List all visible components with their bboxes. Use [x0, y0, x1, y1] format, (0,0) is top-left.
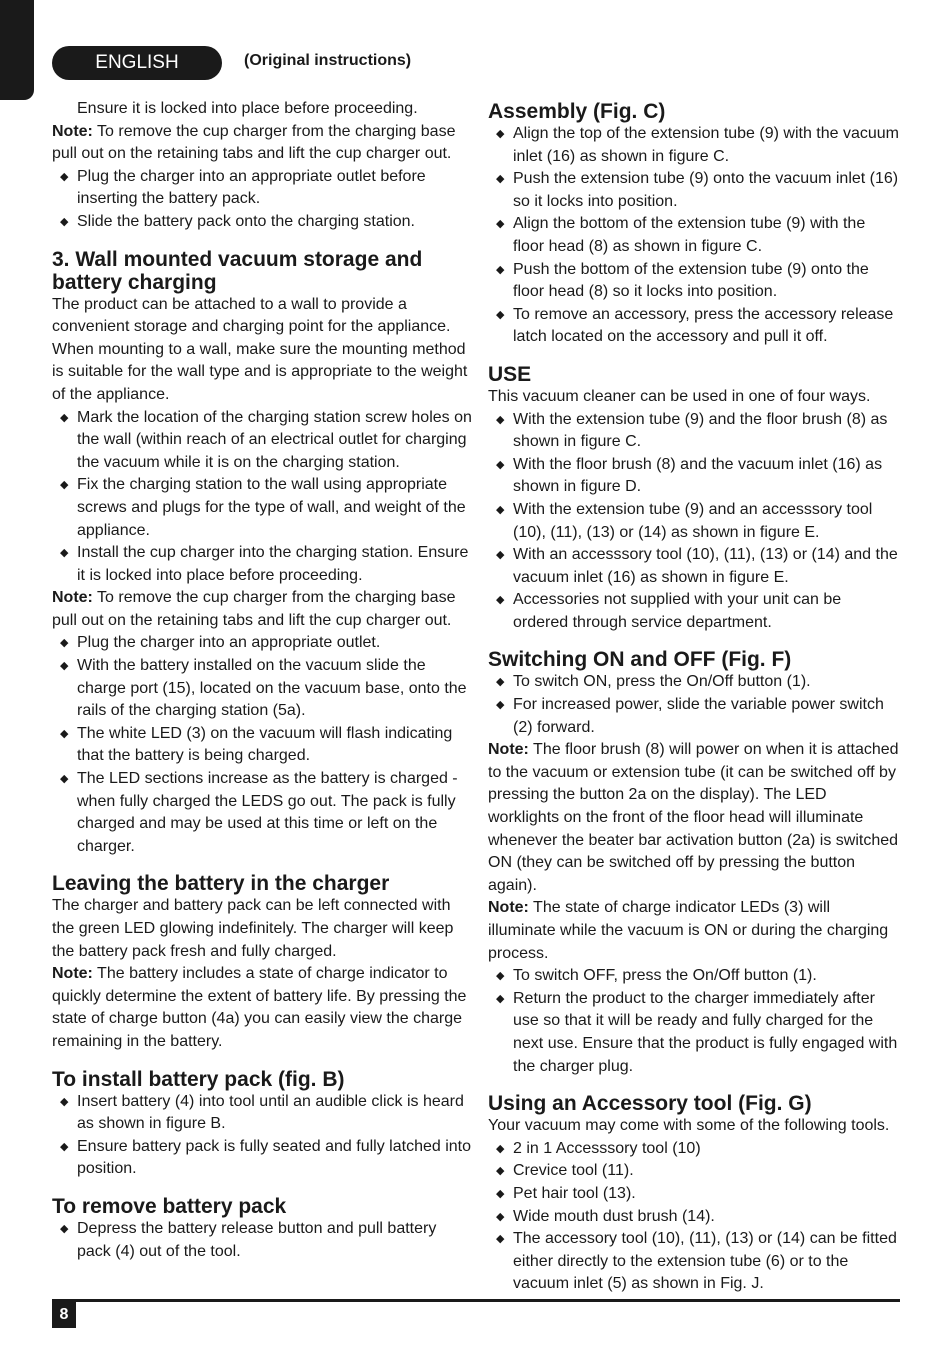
diamond-bullet-icon: ◆ [60, 170, 69, 183]
side-tab [0, 0, 34, 100]
diamond-bullet-icon: ◆ [496, 503, 505, 516]
list-item [488, 965, 900, 988]
list-item [488, 589, 900, 634]
diamond-bullet-icon: ◆ [60, 637, 69, 650]
list-item [488, 1183, 900, 1206]
diamond-bullet-icon: ◆ [496, 218, 505, 231]
list-item [488, 213, 900, 258]
note-paragraph [52, 587, 472, 632]
accessory-text: Your vacuum may come with some of the following tools. [488, 1117, 890, 1135]
list-item-text: Return the product to the charger immediately after use so that it will be ready and fully charged for the next use. Ensure that the product is fully engaged with the charger plug. [513, 989, 898, 1075]
original-instructions-label: (Original instructions) [244, 52, 412, 69]
diamond-bullet-icon: ◆ [496, 1233, 505, 1246]
assembly-heading: Assembly (Fig. C) [488, 100, 666, 123]
right-column [488, 98, 900, 1296]
list-item-text: To switch OFF, press the On/Off button (1). [513, 967, 817, 985]
list-item [488, 671, 900, 694]
diamond-bullet-icon: ◆ [496, 128, 505, 140]
list-item [52, 407, 472, 475]
list-item-text: Install the cup charger into the charging station. Ensure it is locked into place before proceeding. [77, 544, 469, 584]
diamond-bullet-icon: ◆ [60, 727, 69, 740]
list-item-text: Crevice tool (11). [513, 1162, 634, 1180]
list-item [52, 723, 472, 768]
diamond-bullet-icon: ◆ [496, 699, 505, 712]
list-item [488, 454, 900, 499]
remove-battery-heading: To remove battery pack [52, 1194, 287, 1218]
diamond-bullet-icon: ◆ [496, 970, 505, 983]
list-item-text: With the floor brush (8) and the vacuum inlet (16) as shown in figure D. [513, 455, 883, 496]
list-item [52, 211, 472, 234]
diamond-bullet-icon: ◆ [60, 215, 69, 228]
use-text: This vacuum cleaner can be used in one of four ways. [488, 387, 871, 405]
bullet-list [52, 166, 472, 234]
intro-line: Ensure it is locked into place before proceeding. [77, 100, 418, 117]
list-item [488, 1228, 900, 1296]
diamond-bullet-icon: ◆ [60, 479, 69, 492]
list-item-text: Fix the charging station to the wall using appropriate screws and plugs for the type of wall, and weight of the appliance. [77, 476, 466, 539]
list-item-text: With the extension tube (9) and an accesssory tool (10), (11), (13) or (14) as shown in figure E. [513, 500, 873, 541]
diamond-bullet-icon: ◆ [496, 458, 505, 471]
list-item-text: With the battery installed on the vacuum slide the charge port (15), located on the vacuum base, onto the rails of the charging station (5a). [77, 657, 467, 720]
diamond-bullet-icon: ◆ [496, 413, 505, 426]
diamond-bullet-icon: ◆ [496, 676, 505, 689]
list-item-text: Mark the location of the charging station screw holes on the wall (within reach of an electrical outlet for charging the vacuum while it is on the charging station. [77, 408, 472, 471]
list-item [488, 304, 900, 349]
diamond-bullet-icon: ◆ [496, 992, 505, 1005]
page-number: 8 [52, 1302, 76, 1328]
wall-mount-heading: 3. Wall mounted vacuum storage and battery charging [52, 247, 423, 294]
leaving-battery-heading: Leaving the battery in the charger [52, 872, 390, 896]
note-text: The floor brush (8) will power on when it is attached to the vacuum or extension tube (it can be switched off by pressing the button 2a on the display). The LED worklights on the front of the floor head will illuminate whenever the beater bar activation button (2a) is switched ON (they can be switched off by pressing the button again). [488, 741, 899, 894]
wall-mount-text: The product can be attached to a wall to provide a convenient storage and charging point for the appliance. When mounting to a wall, make sure the mounting method is suitable for the wall type and is appropriate to the weight of the appliance. [52, 295, 468, 403]
diamond-bullet-icon: ◆ [496, 1210, 505, 1223]
list-item-text: 2 in 1 Accesssory tool (10) [513, 1139, 701, 1157]
list-item [52, 1136, 472, 1181]
list-item-text: With an accesssory tool (10), (11), (13) or (14) and the vacuum inlet (16) as shown in figure E. [513, 546, 898, 586]
list-item-text: The LED sections increase as the battery is charged - when fully charged the LEDS go out. The pack is fully charged and may be used at this time or left on the charger. [77, 770, 458, 855]
diamond-bullet-icon: ◆ [60, 1140, 69, 1153]
list-item-text: Push the bottom of the extension tube (9) onto the floor head (8) so it locks into position. [513, 260, 869, 301]
bullet-list [52, 407, 472, 588]
list-item-text: Accessories not supplied with your unit can be ordered through service department. [513, 591, 842, 631]
list-item [488, 694, 900, 739]
note-paragraph [488, 897, 900, 965]
list-item [52, 1091, 472, 1136]
list-item-text: Push the extension tube (9) onto the vacuum inlet (16) so it locks into position. [513, 170, 899, 210]
list-item [488, 259, 900, 304]
note-paragraph [52, 121, 472, 166]
diamond-bullet-icon: ◆ [496, 173, 505, 186]
bullet-list [52, 1218, 472, 1263]
note-text: The state of charge indicator LEDs (3) will illuminate while the vacuum is ON or during the charging process. [488, 899, 889, 962]
list-item [52, 655, 472, 723]
list-item-text: Pet hair tool (13). [513, 1184, 636, 1202]
leaving-battery-text: The charger and battery pack can be left connected with the green LED glowing indefinitely. The charger will keep the battery pack fresh and fully charged. [52, 897, 454, 960]
list-item-text: Align the top of the extension tube (9) with the vacuum inlet (16) as shown in figure C. [513, 125, 900, 165]
list-item [488, 123, 900, 168]
list-item [52, 474, 472, 542]
list-item-text: For increased power, slide the variable power switch (2) forward. [513, 696, 884, 736]
list-item-text: Wide mouth dust brush (14). [513, 1207, 715, 1225]
list-item [52, 166, 472, 211]
use-heading: USE [488, 362, 532, 386]
diamond-bullet-icon: ◆ [60, 1222, 69, 1235]
list-item-text: The white LED (3) on the vacuum will flash indicating that the battery is being charged. [77, 724, 453, 765]
diamond-bullet-icon: ◆ [60, 1095, 69, 1108]
list-item-text: To remove an accessory, press the accessory release latch located on the accessory and pull it off. [513, 305, 894, 346]
note-text: The battery includes a state of charge indicator to quickly determine the extent of battery life. By pressing the state of charge button (4a) you can easily view the charge remaining in the battery. [52, 965, 467, 1050]
bullet-list [488, 965, 900, 1078]
note-label: Note: [488, 741, 529, 759]
list-item-text: Ensure battery pack is fully seated and fully latched into position. [77, 1137, 471, 1178]
switching-heading: Switching ON and OFF (Fig. F) [488, 648, 792, 672]
note-paragraph [488, 739, 900, 897]
list-item [488, 1206, 900, 1229]
list-item-text: Align the bottom of the extension tube (9) with the floor head (8) as shown in figure C. [513, 215, 866, 255]
list-item-text: Plug the charger into an appropriate outlet before inserting the battery pack. [77, 167, 426, 208]
list-item [488, 168, 900, 213]
note-label: Note: [52, 589, 93, 607]
bullet-list [488, 671, 900, 739]
note-label: Note: [52, 965, 93, 983]
diamond-bullet-icon: ◆ [60, 411, 69, 424]
diamond-bullet-icon: ◆ [60, 660, 69, 673]
accessory-heading: Using an Accessory tool (Fig. G) [488, 1092, 812, 1116]
list-item-text: Slide the battery pack onto the charging station. [77, 212, 415, 230]
list-item [52, 768, 472, 858]
list-item-text: Insert battery (4) into tool until an audible click is heard as shown in figure B. [77, 1092, 464, 1133]
diamond-bullet-icon: ◆ [496, 1187, 505, 1200]
diamond-bullet-icon: ◆ [496, 263, 505, 276]
footer-rule [52, 1299, 900, 1302]
install-battery-heading: To install battery pack (fig. B) [52, 1067, 345, 1091]
bullet-list [488, 123, 900, 349]
diamond-bullet-icon: ◆ [60, 773, 69, 786]
language-badge: ENGLISH [52, 46, 222, 80]
note-text: To remove the cup charger from the charging base pull out on the retaining tabs and lift the cup charger out. [52, 589, 456, 629]
list-item [488, 1138, 900, 1161]
note-label: Note: [52, 122, 93, 140]
list-item [488, 409, 900, 454]
list-item-text: To switch ON, press the On/Off button (1). [513, 673, 811, 691]
bullet-list [488, 1138, 900, 1296]
list-item-text: Plug the charger into an appropriate outlet. [77, 634, 381, 652]
list-item [52, 542, 472, 587]
list-item-text: The accessory tool (10), (11), (13) or (14) can be fitted either directly to the extension tube (6) or to the vacuum inlet (5) as shown in Fig. J. [513, 1230, 897, 1293]
left-column [52, 98, 472, 1263]
diamond-bullet-icon: ◆ [496, 308, 505, 321]
list-item [488, 544, 900, 589]
diamond-bullet-icon: ◆ [496, 594, 505, 607]
list-item [488, 988, 900, 1078]
bullet-list [488, 409, 900, 635]
diamond-bullet-icon: ◆ [496, 1142, 505, 1155]
list-item-text: Depress the battery release button and pull battery pack (4) out of the tool. [77, 1219, 437, 1260]
list-item-text: With the extension tube (9) and the floor brush (8) as shown in figure C. [513, 410, 888, 451]
list-item [488, 499, 900, 544]
bullet-list [52, 632, 472, 858]
bullet-list [52, 1091, 472, 1181]
diamond-bullet-icon: ◆ [60, 547, 69, 560]
list-item [488, 1160, 900, 1183]
diamond-bullet-icon: ◆ [496, 549, 505, 562]
list-item [52, 1218, 472, 1263]
note-text: To remove the cup charger from the charging base pull out on the retaining tabs and lift the cup charger out. [52, 122, 456, 163]
note-paragraph [52, 963, 472, 1053]
list-item [52, 632, 472, 655]
note-label: Note: [488, 899, 529, 917]
diamond-bullet-icon: ◆ [496, 1165, 505, 1178]
